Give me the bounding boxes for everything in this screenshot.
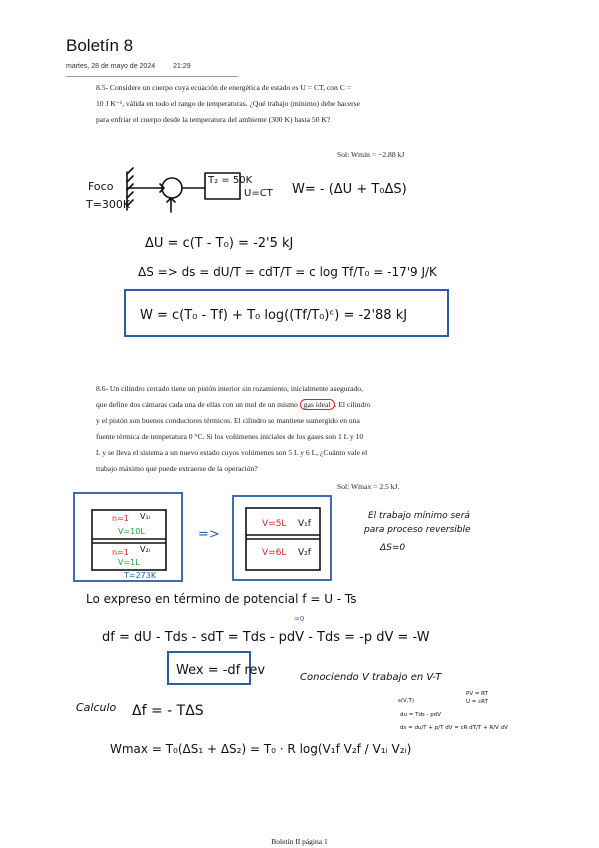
min-work-note-2: para proceso reversible bbox=[364, 525, 471, 535]
body-energy: U=CT bbox=[244, 188, 273, 199]
side-note-3: U = cRT bbox=[466, 699, 488, 705]
df-line: df = dU - Tds - sdT = Tds - pdV - Tds = -p dV = -W bbox=[102, 630, 430, 645]
min-work-note-1: El trabajo mínimo será bbox=[368, 511, 470, 521]
engine-circle bbox=[162, 178, 182, 198]
gas2-moles: n=1 bbox=[112, 548, 129, 557]
gas-ideal-circled: gas ideal bbox=[300, 399, 335, 410]
problem-8-5-line-2: 10 J K⁻¹, válida en todo el rango de temperaturas. ¿Qué trabajo (mínimo) debe hacerse bbox=[96, 99, 360, 108]
gas1-moles: n=1 bbox=[112, 514, 129, 523]
potential-line: Lo expreso en término de potencial f = U - Ts bbox=[86, 592, 357, 606]
process-arrow: => bbox=[198, 527, 220, 542]
problem-8-6-line-3: y el pistón son buenos conductores térmicos. El cilindro se mantiene sumergido en una bbox=[96, 416, 360, 425]
gas1-final-label: V₁f bbox=[298, 519, 311, 529]
foco-temp: T=300K bbox=[86, 198, 131, 211]
calc-label: Calculo bbox=[76, 701, 117, 714]
gas1-volume-label: V₁ᵢ bbox=[140, 512, 151, 521]
problem-8-6-line-2: que define dos cámaras cada una de ellas con un mol de un mismo gas ideal . El cilindro bbox=[96, 400, 371, 409]
delta-f: Δf = - TΔS bbox=[132, 703, 204, 719]
gas1-volume: V=10L bbox=[118, 527, 145, 536]
page-date: martes, 28 de mayo de 2024 bbox=[66, 63, 156, 70]
gas2-volume: V=1L bbox=[118, 558, 140, 567]
foco-label: Foco bbox=[88, 180, 114, 193]
problem-8-6-line-1: 8.6- Un cilindro cerrado tiene un pistón interior sin rozamiento, inicialmente asegurado, bbox=[96, 384, 363, 393]
problem-8-5-line-3: para enfriar el cuerpo desde la temperatura del ambiente (300 K) hasta 50 K? bbox=[96, 115, 331, 124]
piston-initial bbox=[92, 539, 166, 543]
entropy-zero: ΔS=0 bbox=[380, 543, 406, 553]
problem-8-6-line-6: trabajo máximo que puede extraerse de la operación? bbox=[96, 464, 258, 473]
side-note-1: s(V,T) bbox=[398, 698, 415, 704]
gas2-final-label: V₂f bbox=[298, 548, 311, 558]
wmax-formula: Wmax = T₀(ΔS₁ + ΔS₂) = T₀ · R log(V₁f V₂f / V₁ᵢ V₂ᵢ) bbox=[110, 742, 412, 756]
wex-formula: Wex = -df rev bbox=[176, 663, 266, 678]
work-formula: W= - (ΔU + T₀ΔS) bbox=[292, 182, 407, 197]
side-note-5: ds = du/T + p/T dV = cR dT/T + R/V dV bbox=[400, 725, 508, 731]
zero-mark: =0 bbox=[294, 615, 305, 623]
page-time: 21:29 bbox=[173, 63, 191, 70]
side-note-2: PV = RT bbox=[466, 691, 488, 697]
side-note-4: du = Tds - pdV bbox=[400, 712, 442, 718]
gas1-final-volume: V=5L bbox=[262, 519, 287, 529]
problem-8-5-solution: Sol: Wmin = −2.88 kJ bbox=[337, 150, 405, 159]
problem-8-6-solution: Sol: Wmax = 2.5 kJ. bbox=[337, 482, 400, 491]
problem-8-5-line-1: 8.5- Considere un cuerpo cuya ecuación de energética de estado es U = CT, con C = bbox=[96, 83, 351, 92]
body-temp: T₂ = 50K bbox=[208, 175, 253, 186]
work-arrow bbox=[167, 198, 175, 212]
page-title: Boletín 8 bbox=[66, 36, 134, 55]
problem-8-6-line-5: L y se lleva el sistema a un nuevo estado cuyos volúmenes son 5 L y 6 L, ¿Cuánto vale el bbox=[96, 448, 368, 457]
page-footer: Boletín II página 1 bbox=[271, 837, 328, 846]
bath-temp: T=273K bbox=[124, 571, 157, 580]
piston-final bbox=[246, 535, 320, 539]
delta-s: ΔS => ds = dU/T = cdT/T = c log Tf/T₀ = -17'9 J/K bbox=[138, 265, 437, 279]
gas2-final-volume: V=6L bbox=[262, 548, 287, 558]
wex-note: Conociendo V trabajo en V-T bbox=[300, 672, 442, 683]
boxed-result: W = c(T₀ - Tf) + T₀ log((Tf/T₀)ᶜ) = -2'88 kJ bbox=[140, 308, 408, 323]
gas2-volume-label: V₂ᵢ bbox=[140, 545, 151, 554]
problem-8-6-line-4: fuente térmica de temperatura 0 °C. Si los volúmenes iniciales de los gases son 1 L y 10 bbox=[96, 432, 364, 441]
delta-u: ΔU = c(T - T₀) = -2'5 kJ bbox=[145, 236, 294, 251]
